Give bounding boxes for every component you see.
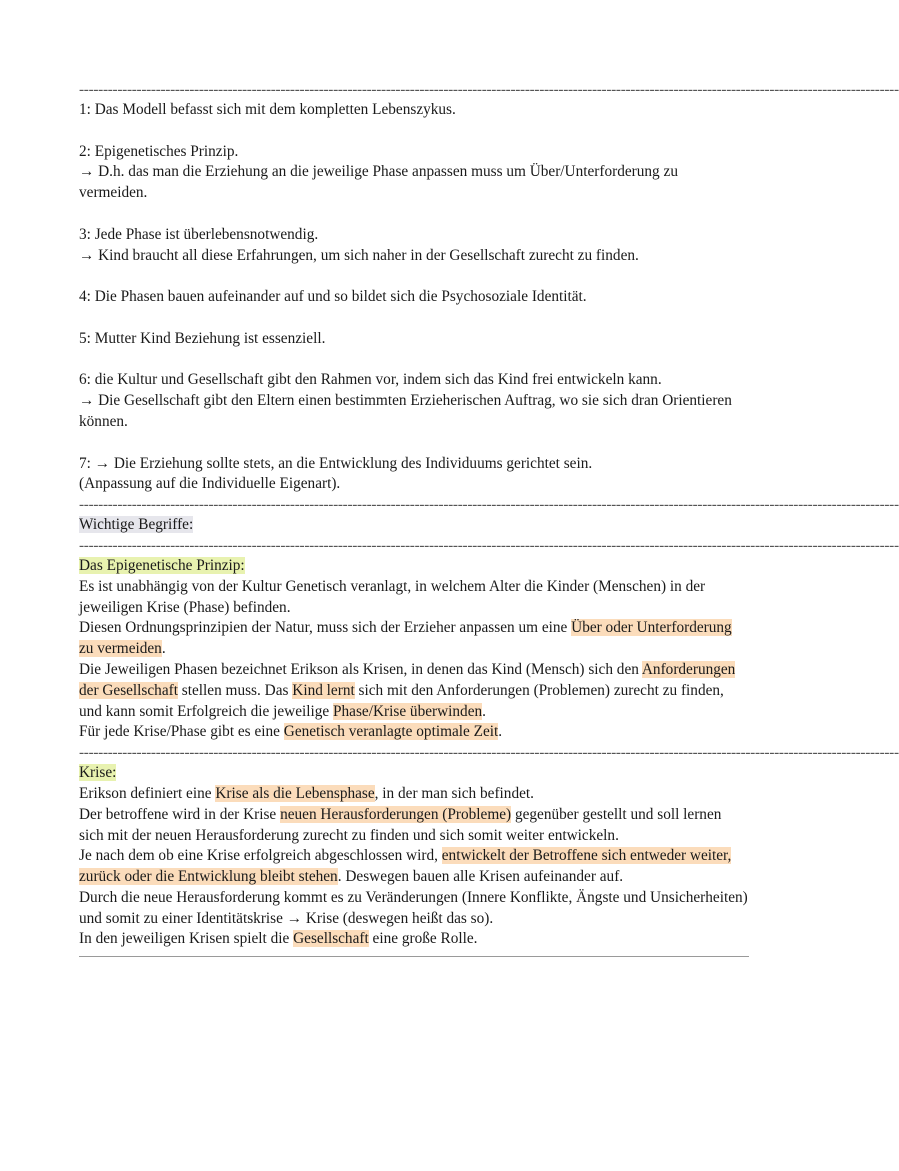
point-7-title: 7: → Die Erziehung sollte stets, an die Entwicklung des Individuums gerichtet sein. [79, 454, 593, 472]
document-page [79, 80, 899, 957]
highlight: Über oder Unterforderung zu vermeiden [79, 619, 732, 658]
highlight: neuen Herausforderungen (Probleme) [280, 805, 512, 823]
krise-title: Krise: [79, 764, 117, 782]
terms-heading: Wichtige Begriffe: [79, 516, 194, 534]
point-6-title: 6: die Kultur und Gesellschaft gibt den Rahmen vor, indem sich das Kind frei entwickeln kann. [79, 371, 662, 389]
point-5: 5: Mutter Kind Beziehung ist essenziell. [79, 329, 326, 347]
highlight: Phase/Krise überwinden [333, 702, 483, 720]
point-2-title: 2: Epigenetisches Prinzip. [79, 142, 239, 160]
point-7-detail: (Anpassung auf die Individuelle Eigenart). [79, 475, 341, 493]
dashed-divider: --------------------------------------------------------------------------------------------------------------------------------------------------------------------------- [79, 744, 899, 762]
point-4: 4: Die Phasen bauen aufeinander auf und so bildet sich die Psychosoziale Identität. [79, 288, 587, 306]
krise-sentence-1: Erikson definiert eine Krise als die Lebensphase, in der man sich befindet. [79, 784, 534, 802]
point-1: 1: Das Modell befasst sich mit dem kompletten Lebenszykus. [79, 101, 456, 118]
dashed-divider: --------------------------------------------------------------------------------------------------------------------------------------------------------------------------- [79, 81, 899, 98]
krise-sentence-3: Je nach dem ob eine Krise erfolgreich abgeschlossen wird, entwickelt der Betroffene sich entweder weiter, zurück oder die Entwicklung bleibt stehen. Deswegen bauen alle Krisen aufeinander auf. [79, 847, 732, 886]
krise-sentence-5: In den jeweiligen Krisen spielt die Gesellschaft eine große Rolle. [79, 930, 478, 948]
epigenetic-sentence-1: Es ist unabhängig von der Kultur Genetisch veranlagt, in welchem Alter die Kinder (Menschen) in der jeweiligen Krise (Phase) befinden. [79, 577, 706, 616]
point-3-detail: → Kind braucht all diese Erfahrungen, um sich naher in der Gesellschaft zurecht zu finden. [79, 246, 639, 264]
dashed-divider: --------------------------------------------------------------------------------------------------------------------------------------------------------------------------- [79, 536, 899, 554]
highlight: Kind lernt [292, 681, 355, 699]
epigenetic-sentence-2: Diesen Ordnungsprinzipien der Natur, muss sich der Erzieher anpassen um eine Über oder Unterforderung zu vermeiden. [79, 619, 732, 658]
epigenetic-title: Das Epigenetische Prinzip: [79, 556, 245, 574]
krise-sentence-4: Durch die neue Herausforderung kommt es zu Veränderungen (Innere Konflikte, Ängste und Unsicherheiten) und somit zu einer Identitätskrise → Krise (deswegen heißt das so). [79, 888, 748, 927]
highlight: Anforderungen der Gesellschaft [79, 660, 736, 699]
highlight: Krise als die Lebensphase [215, 784, 375, 802]
point-6-detail: → Die Gesellschaft gibt den Eltern einen bestimmten Erzieherischen Auftrag, wo sie sich dran Orientieren können. [79, 392, 732, 430]
point-2-detail: → D.h. das man die Erziehung an die jeweilige Phase anpassen muss um Über/Unterforderung zu vermeiden. [79, 163, 678, 202]
highlight: entwickelt der Betroffene sich entweder weiter, zurück oder die Entwicklung bleibt stehen [79, 847, 732, 886]
epigenetic-sentence-4: Für jede Krise/Phase gibt es eine Genetisch veranlagte optimale Zeit. [79, 723, 503, 741]
end-line [79, 950, 749, 957]
epigenetic-sentence-3: Die Jeweiligen Phasen bezeichnet Erikson als Krisen, in denen das Kind (Mensch) sich den Anforderungen der Gesellschaft stellen muss. Das Kind lernt sich mit den Anforderungen (Problemen) zurecht zu finden, und kann somit Erfolgreich die jeweilige Phase/Krise überwinden. [79, 660, 736, 720]
point-3-title: 3: Jede Phase ist überlebensnotwendig. [79, 225, 319, 243]
highlight: Gesellschaft [293, 930, 369, 948]
krise-sentence-2: Der betroffene wird in der Krise neuen Herausforderungen (Probleme) gegenüber gestellt und soll lernen sich mit der neuen Herausforderung zurecht zu finden und sich somit weiter entwickeln. [79, 805, 722, 844]
highlight: Genetisch veranlagte optimale Zeit [283, 723, 499, 741]
dashed-divider: --------------------------------------------------------------------------------------------------------------------------------------------------------------------------- [79, 496, 899, 514]
